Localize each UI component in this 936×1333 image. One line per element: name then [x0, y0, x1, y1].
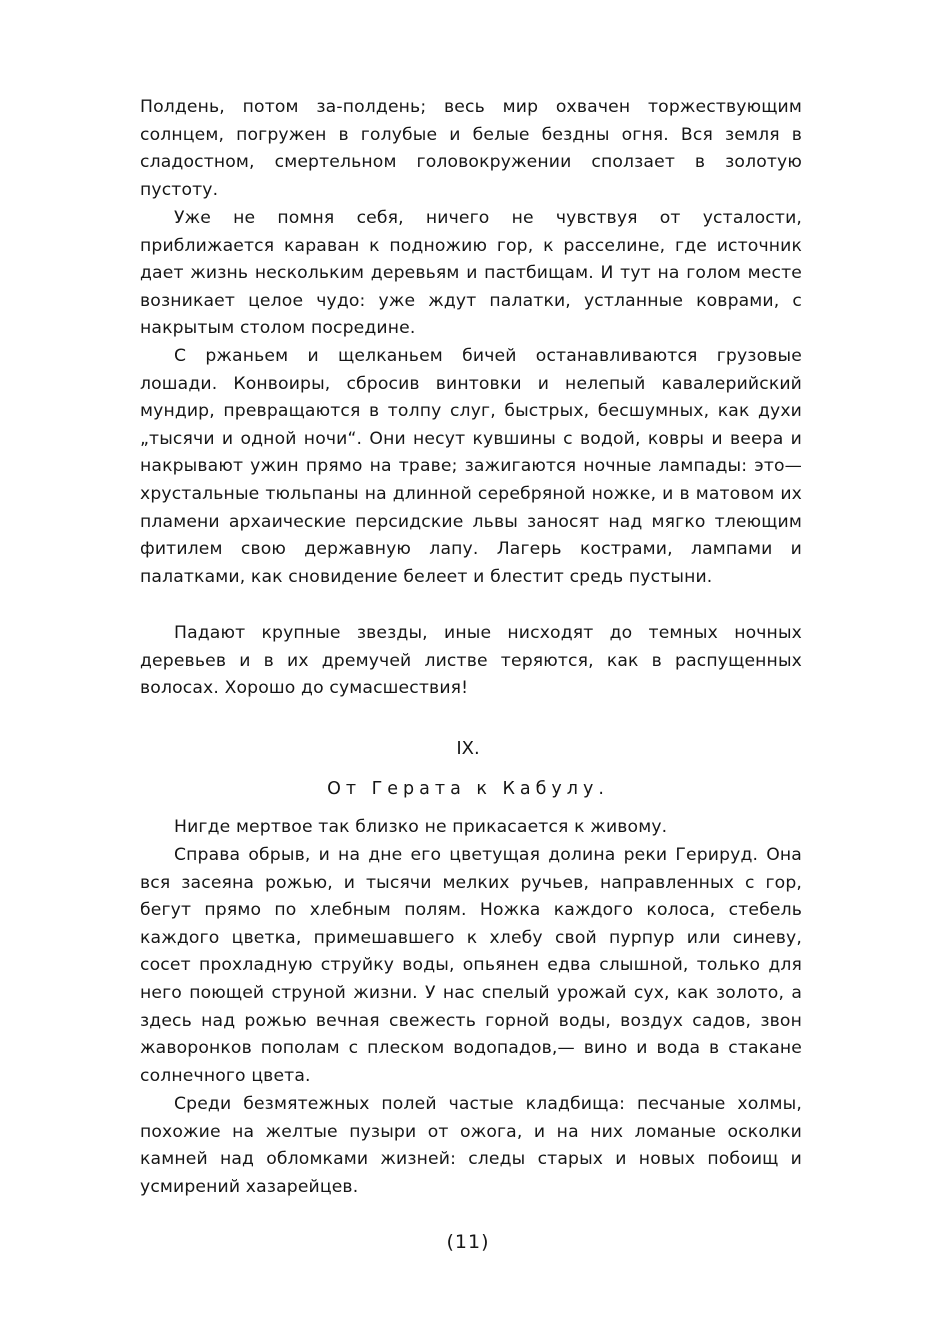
paragraph-dead-and-living: Нигде мертвое так близко не прикасается к живому.: [174, 817, 668, 837]
paragraph-valley: Справа обрыв, и на дне его цветущая долина реки Герируд. Она вся засеяна рожью, и тысячи мелких ручьев, направленных с гор, бегут прямо по хлебным полям. Ножка каждого колоса, стебель каждого цветка, примешавшего к хлебу свой пурпур или синеву, сосет прохладную струйку воды, опьянен едва слышной, только для него поющей струной жизни. У нас спелый урожай сух, как золото, а здесь над рожью вечная свежесть горной воды, воздух садов, звон жаворонков пополам с плеском водопадов,— вино и вода в стакане солнечного цвета.: [140, 845, 802, 1086]
paragraph-stars: Падают крупные звезды, иные нисходят до темных ночных деревьев и в их дремучей листве теряются, как в распущенных волосах. Хорошо до сумасшествия!: [140, 623, 802, 699]
page-number: (11): [446, 1231, 490, 1253]
paragraph-cemeteries: Среди безмятежных полей частые кладбища: песчаные холмы, похожие на желтые пузыри от ожога, и на них ломаные осколки камней над обломками жизней: следы старых и новых побоищ и усмирений хазарейцев.: [140, 1094, 802, 1197]
chapter-title: От Герата к Кабулу.: [327, 779, 609, 799]
paragraph-caravan: Уже не помня себя, ничего не чувствуя от усталости, приближается караван к подножию гор, к расселине, где источник дает жизнь нескольким деревьям и пастбищам. И тут на голом месте возникает целое чудо: уже ждут палатки, устланные коврами, с накрытым столом посредине.: [140, 208, 802, 339]
paragraph-camp: С ржаньем и щелканьем бичей останавливаются грузовые лошади. Конвоиры, сбросив винтовки и нелепый кавалерийский мундир, превращаются в толпу слуг, быстрых, бесшумных, как духи „тысячи и одной ночи“. Они несут кувшины с водой, ковры и веера и накрывают ужин прямо на траве; зажигаются ночные лампады: это—хрустальные тюльпаны на длинной серебряной ножке, и в матовом их пламени архаические персидские львы заносят над мягко тлеющим фитилем свою державную лапу. Лагерь кострами, лампами и палатками, как сновидение белеет и блестит средь пустыни.: [140, 346, 802, 587]
paragraph-noon: Полдень, потом за-полдень; весь мир охвачен торжествующим солнцем, погружен в голубые и белые бездны огня. Вся земля в сладостном, смертельном головокружении сползает в золотую пустоту.: [140, 97, 802, 200]
chapter-number: IX.: [456, 738, 480, 759]
